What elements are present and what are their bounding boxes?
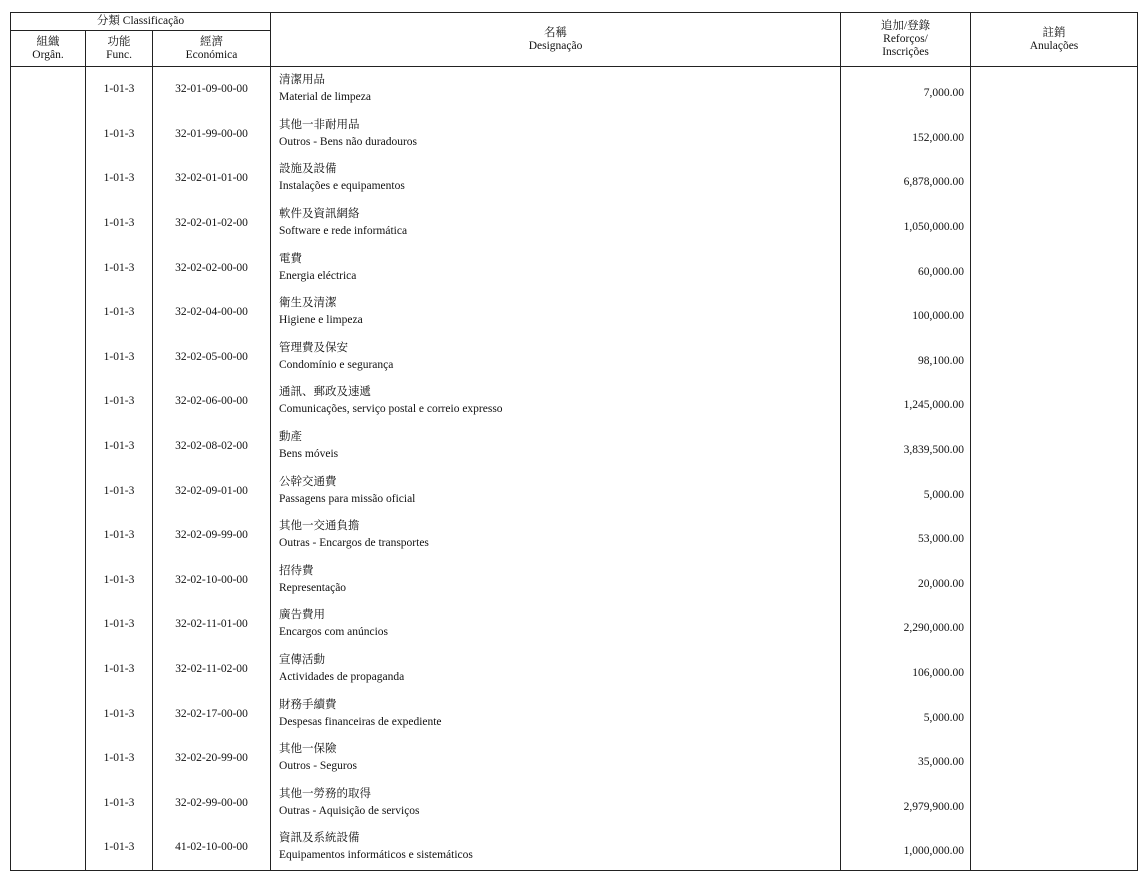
func-code: 1-01-3 [86,156,153,201]
func-code: 1-01-3 [86,290,153,335]
func-code: 1-01-3 [86,781,153,826]
organ-cell [11,424,86,469]
economic-header: 經濟 Económica [153,31,271,67]
designation-zh: 管理費及保安 [279,341,349,354]
economic-code: 32-02-17-00-00 [153,691,271,736]
classification-header: 分類 Classificação [11,13,271,31]
designation-zh: 其他一勞務的取得 [279,787,372,800]
reinforcement-amount: 53,000.00 [841,513,971,558]
cancellation-cell [971,736,1138,781]
designation-cell [271,468,841,513]
table-row [11,245,1138,290]
designation-cell [271,736,841,781]
cancellation-cell [971,112,1138,157]
reinforcement-amount: 60,000.00 [841,245,971,290]
func-header: 功能 Func. [86,31,153,67]
organ-cell [11,67,86,112]
organ-cell [11,468,86,513]
economic-code: 32-02-10-00-00 [153,558,271,603]
designation-zh: 衛生及清潔 [279,297,337,310]
economic-code: 32-02-06-00-00 [153,379,271,424]
table-row [11,602,1138,647]
designation-zh: 其他一非耐用品 [279,118,360,131]
table-row [11,156,1138,201]
designation-zh: 其他一交通負擔 [279,520,360,533]
designation-cell [271,825,841,870]
cancellation-cell [971,825,1138,870]
cancellation-cell [971,245,1138,290]
designation-cell [271,781,841,826]
table-row [11,736,1138,781]
func-code: 1-01-3 [86,335,153,380]
table-row [11,513,1138,558]
cancellation-cell [971,558,1138,603]
reinforcement-amount: 1,000,000.00 [841,825,971,870]
func-code: 1-01-3 [86,201,153,246]
organ-cell [11,201,86,246]
designation-pt: Material de limpeza [279,91,371,104]
designation-zh: 設施及設備 [279,163,337,176]
organ-cell [11,558,86,603]
designation-cell [271,201,841,246]
func-code: 1-01-3 [86,647,153,692]
economic-code: 32-02-09-99-00 [153,513,271,558]
designation-cell [271,290,841,335]
reinforcement-amount: 6,878,000.00 [841,156,971,201]
reinforcement-amount: 5,000.00 [841,468,971,513]
organ-cell [11,691,86,736]
reinforcement-amount: 98,100.00 [841,335,971,380]
reinforcement-amount: 1,245,000.00 [841,379,971,424]
cancellation-cell [971,513,1138,558]
table-row [11,201,1138,246]
designation-pt: Outros - Seguros [279,760,357,773]
table-row [11,825,1138,870]
table-row [11,468,1138,513]
designation-pt: Condomínio e segurança [279,358,394,371]
designation-zh: 招待費 [279,564,314,577]
designation-header: 名稱 Designação [271,13,841,67]
table-row [11,647,1138,692]
table-row [11,290,1138,335]
budget-table [10,12,1138,871]
economic-code: 32-02-11-02-00 [153,647,271,692]
reinforcements-header: 追加/登錄 Reforços/ Inscrições [841,13,971,67]
designation-cell [271,245,841,290]
economic-code: 32-02-08-02-00 [153,424,271,469]
economic-code: 32-01-99-00-00 [153,112,271,157]
cancellation-cell [971,602,1138,647]
reinforcement-amount: 20,000.00 [841,558,971,603]
table-row [11,424,1138,469]
designation-cell [271,558,841,603]
table-row [11,379,1138,424]
cancellation-cell [971,335,1138,380]
func-code: 1-01-3 [86,558,153,603]
organ-cell [11,825,86,870]
func-code: 1-01-3 [86,691,153,736]
designation-cell [271,335,841,380]
cancellation-cell [971,691,1138,736]
economic-code: 32-02-11-01-00 [153,602,271,647]
designation-cell [271,112,841,157]
func-code: 1-01-3 [86,736,153,781]
designation-zh: 宣傳活動 [279,654,326,667]
cancellation-cell [971,468,1138,513]
designation-cell [271,513,841,558]
reinforcement-amount: 3,839,500.00 [841,424,971,469]
reinforcement-amount: 106,000.00 [841,647,971,692]
designation-cell [271,691,841,736]
reinforcement-amount: 35,000.00 [841,736,971,781]
cancellation-cell [971,156,1138,201]
organ-cell [11,290,86,335]
designation-zh: 電費 [279,252,303,265]
designation-pt: Encargos com anúncios [279,626,389,639]
reinforcement-amount: 152,000.00 [841,112,971,157]
organ-cell [11,736,86,781]
economic-code: 32-02-01-01-00 [153,156,271,201]
cancellation-cell [971,424,1138,469]
designation-pt: Outras - Aquisição de serviços [279,804,420,817]
organ-cell [11,335,86,380]
designation-pt: Outros - Bens não duradouros [279,135,417,148]
designation-zh: 資訊及系統設備 [279,832,360,845]
reinforcement-amount: 2,979,900.00 [841,781,971,826]
table-row [11,112,1138,157]
cancellation-cell [971,67,1138,112]
func-code: 1-01-3 [86,67,153,112]
organ-cell [11,156,86,201]
table-row [11,67,1138,112]
designation-zh: 其他一保險 [279,743,337,756]
designation-zh: 清潔用品 [279,74,326,87]
designation-cell [271,379,841,424]
economic-code: 32-02-99-00-00 [153,781,271,826]
cancellation-cell [971,201,1138,246]
economic-code: 32-02-05-00-00 [153,335,271,380]
designation-cell [271,156,841,201]
designation-pt: Actividades de propaganda [279,671,405,684]
cancellation-cell [971,290,1138,335]
func-code: 1-01-3 [86,468,153,513]
designation-cell [271,424,841,469]
designation-pt: Comunicações, serviço postal e correio expresso [279,403,503,416]
designation-cell [271,602,841,647]
table-row [11,558,1138,603]
organ-cell [11,379,86,424]
designation-cell [271,647,841,692]
designation-zh: 財務手續費 [279,698,337,711]
designation-pt: Outras - Encargos de transportes [279,537,429,550]
table-row [11,781,1138,826]
designation-pt: Passagens para missão oficial [279,492,416,505]
cancellation-cell [971,781,1138,826]
designation-pt: Equipamentos informáticos e sistemáticos [279,849,473,862]
designation-pt: Bens móveis [279,448,339,461]
designation-pt: Energia eléctrica [279,269,357,282]
organ-cell [11,781,86,826]
designation-zh: 動產 [279,431,303,444]
designation-zh: 通訊、郵政及速遞 [279,386,372,399]
economic-code: 32-02-09-01-00 [153,468,271,513]
func-code: 1-01-3 [86,602,153,647]
func-code: 1-01-3 [86,245,153,290]
economic-code: 32-02-02-00-00 [153,245,271,290]
designation-zh: 公幹交通費 [279,475,337,488]
reinforcement-amount: 7,000.00 [841,67,971,112]
table-row [11,335,1138,380]
designation-zh: 廣告費用 [279,609,326,622]
func-code: 1-01-3 [86,424,153,469]
reinforcement-amount: 2,290,000.00 [841,602,971,647]
cancellation-cell [971,647,1138,692]
organ-cell [11,513,86,558]
table-row [11,691,1138,736]
economic-code: 41-02-10-00-00 [153,825,271,870]
economic-code: 32-02-04-00-00 [153,290,271,335]
designation-pt: Despesas financeiras de expediente [279,715,442,728]
cancellation-cell [971,379,1138,424]
cancellations-header: 註銷 Anulações [971,13,1138,67]
organ-header: 組織 Orgân. [11,31,86,67]
func-code: 1-01-3 [86,513,153,558]
designation-zh: 軟件及資訊網絡 [279,208,360,221]
designation-pt: Software e rede informática [279,225,408,238]
economic-code: 32-01-09-00-00 [153,67,271,112]
func-code: 1-01-3 [86,112,153,157]
reinforcement-amount: 5,000.00 [841,691,971,736]
organ-cell [11,602,86,647]
designation-pt: Higiene e limpeza [279,314,363,327]
reinforcement-amount: 100,000.00 [841,290,971,335]
economic-code: 32-02-01-02-00 [153,201,271,246]
designation-pt: Representação [279,581,347,594]
designation-pt: Instalações e equipamentos [279,180,405,193]
organ-cell [11,245,86,290]
economic-code: 32-02-20-99-00 [153,736,271,781]
reinforcement-amount: 1,050,000.00 [841,201,971,246]
organ-cell [11,112,86,157]
func-code: 1-01-3 [86,379,153,424]
designation-cell [271,67,841,112]
organ-cell [11,647,86,692]
func-code: 1-01-3 [86,825,153,870]
